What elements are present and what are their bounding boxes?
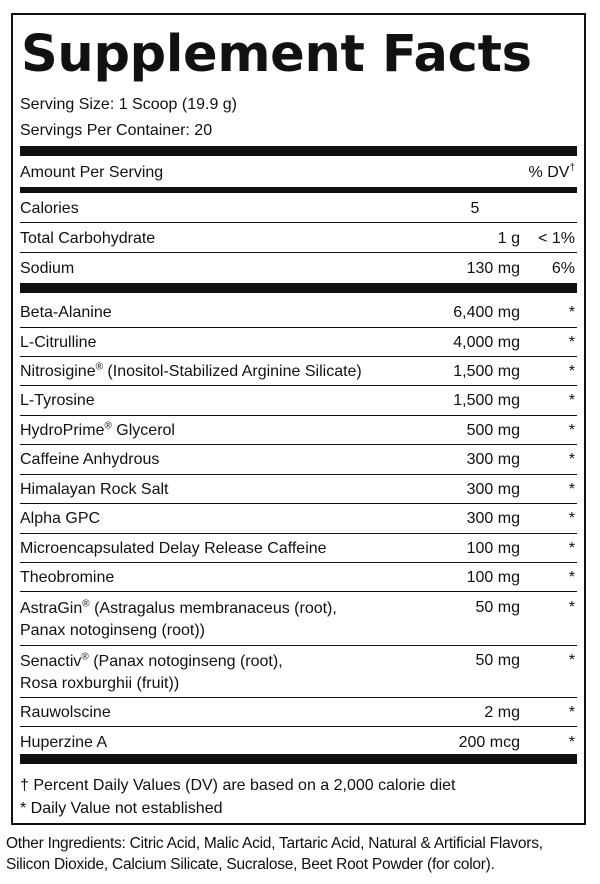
ingredient-amount: 4,000 mg (453, 334, 520, 351)
row-divider (20, 562, 577, 563)
ingredient-name-text: Nitrosigine (20, 363, 96, 380)
row-divider (20, 591, 577, 592)
ingredient-amount: 50 mg (475, 652, 520, 669)
dv-header-text: % DV (528, 164, 570, 181)
ingredient-dv: * (568, 652, 575, 669)
ingredient-name (20, 333, 96, 353)
ingredient-amount: 300 mg (466, 481, 520, 498)
ingredient-name-detail: Glycerol (111, 422, 175, 439)
ingredient-dv: * (568, 392, 575, 409)
ingredient-name-text: L-Tyrosine (20, 392, 95, 409)
registered-mark: ® (82, 598, 90, 610)
row-divider (20, 444, 577, 445)
ingredient-name-text: Rauwolscine (20, 704, 111, 721)
ingredient-dv: * (568, 334, 575, 351)
ingredient-dv: * (568, 599, 575, 616)
row-divider (20, 415, 577, 416)
row-divider (20, 697, 577, 698)
ingredient-name-text: AstraGin (20, 600, 83, 617)
other-ingredients-line-2: Silicon Dioxide, Calcium Silicate, Sucralose, Beet Root Powder (for color). (6, 856, 495, 873)
ingredient-name (20, 421, 175, 441)
ingredient-name-line-2: Rosa roxburghii (fruit)) (20, 675, 180, 692)
ingredient-name (20, 450, 159, 470)
ingredient-dv: * (568, 304, 575, 321)
ingredient-name (20, 539, 327, 559)
ingredient-name-line-2: Panax notoginseng (root)) (20, 622, 205, 639)
ingredient-amount: 1,500 mg (453, 392, 520, 409)
nutrient-amount: 5 (470, 200, 480, 217)
nutrient-dv: 6% (551, 260, 575, 277)
ingredient-dv: * (568, 363, 575, 380)
row-divider (20, 356, 577, 357)
ingredient-name-text: HydroPrime (20, 422, 105, 439)
ingredient-amount: 6,400 mg (453, 304, 520, 321)
ingredient-name-text: Caffeine Anhydrous (20, 451, 160, 468)
servings-per-container: Servings Per Container: 20 (20, 122, 213, 139)
ingredient-name (20, 651, 283, 695)
row-divider (20, 474, 577, 475)
serving-size: Serving Size: 1 Scoop (19.9 g) (20, 96, 238, 113)
dv-header (529, 163, 575, 183)
amount-per-serving-header: Amount Per Serving (20, 164, 164, 181)
ingredient-amount: 300 mg (466, 451, 520, 468)
ingredient-name-text: Microencapsulated Delay Release Caffeine (20, 540, 327, 557)
ingredient-dv: * (568, 540, 575, 557)
other-ingredients (6, 833, 596, 875)
nutrient-dv: < 1% (538, 230, 575, 247)
ingredient-name (20, 598, 337, 642)
ingredient-name (20, 509, 100, 529)
thick-divider-top (20, 146, 577, 156)
ingredient-amount: 2 mg (484, 704, 520, 721)
nutrient-name: Total Carbohydrate (20, 230, 156, 247)
ingredient-name-text: Theobromine (20, 569, 115, 586)
registered-mark: ® (104, 420, 112, 432)
ingredient-name-text: Beta-Alanine (20, 304, 112, 321)
nutrient-amount: 1 g (497, 230, 520, 247)
ingredient-name (20, 303, 112, 323)
ingredient-name-text: Huperzine A (20, 734, 108, 751)
ingredient-amount: 100 mg (466, 540, 520, 557)
nutrient-name: Calories (20, 200, 79, 217)
ingredient-name (20, 733, 107, 753)
supplement-facts-panel (11, 13, 586, 825)
nutrient-name: Sodium (20, 260, 75, 277)
ingredient-name-detail: (Panax notoginseng (root), (88, 653, 283, 670)
row-divider (20, 222, 577, 223)
ingredient-amount: 50 mg (475, 599, 520, 616)
row-divider (20, 726, 577, 727)
ingredient-name-text: Himalayan Rock Salt (20, 481, 169, 498)
medium-divider (20, 187, 577, 193)
ingredient-amount: 500 mg (466, 422, 520, 439)
ingredient-name-text: Alpha GPC (20, 510, 101, 527)
dv-dagger: † (569, 162, 575, 174)
nutrient-amount: 130 mg (466, 260, 520, 277)
row-divider (20, 533, 577, 534)
row-divider (20, 252, 577, 253)
ingredient-name-detail: (Astragalus membranaceus (root), (89, 600, 337, 617)
ingredient-amount: 100 mg (466, 569, 520, 586)
ingredient-amount: 200 mcg (458, 734, 520, 751)
other-ingredients-line-1: Other Ingredients: Citric Acid, Malic Acid, Tartaric Acid, Natural & Artificial Flavors, (6, 835, 543, 852)
ingredient-dv: * (568, 510, 575, 527)
row-divider (20, 503, 577, 504)
ingredient-dv: * (568, 704, 575, 721)
ingredient-name-detail: (Inositol-Stabilized Arginine Silicate) (102, 363, 362, 380)
footnote-dv: † Percent Daily Values (DV) are based on a 2,000 calorie diet (20, 777, 456, 794)
ingredient-name (20, 568, 114, 588)
ingredient-name (20, 391, 95, 411)
registered-mark: ® (81, 651, 89, 663)
ingredient-dv: * (568, 734, 575, 751)
ingredient-name-text: L-Citrulline (20, 334, 97, 351)
row-divider (20, 385, 577, 386)
panel-title: Supplement Facts (21, 25, 532, 84)
registered-mark: ® (95, 361, 103, 373)
ingredient-dv: * (568, 569, 575, 586)
ingredient-dv: * (568, 422, 575, 439)
ingredient-amount: 300 mg (466, 510, 520, 527)
ingredient-name-text: Senactiv (20, 653, 82, 670)
row-divider (20, 327, 577, 328)
thick-divider-middle (20, 283, 577, 293)
ingredient-dv: * (568, 451, 575, 468)
row-divider (20, 645, 577, 646)
ingredient-name (20, 480, 169, 500)
ingredient-dv: * (568, 481, 575, 498)
thick-divider-bottom (20, 754, 577, 764)
ingredient-name (20, 362, 362, 382)
ingredient-name (20, 703, 111, 723)
footnote-asterisk: * Daily Value not established (20, 800, 223, 817)
ingredient-amount: 1,500 mg (453, 363, 520, 380)
